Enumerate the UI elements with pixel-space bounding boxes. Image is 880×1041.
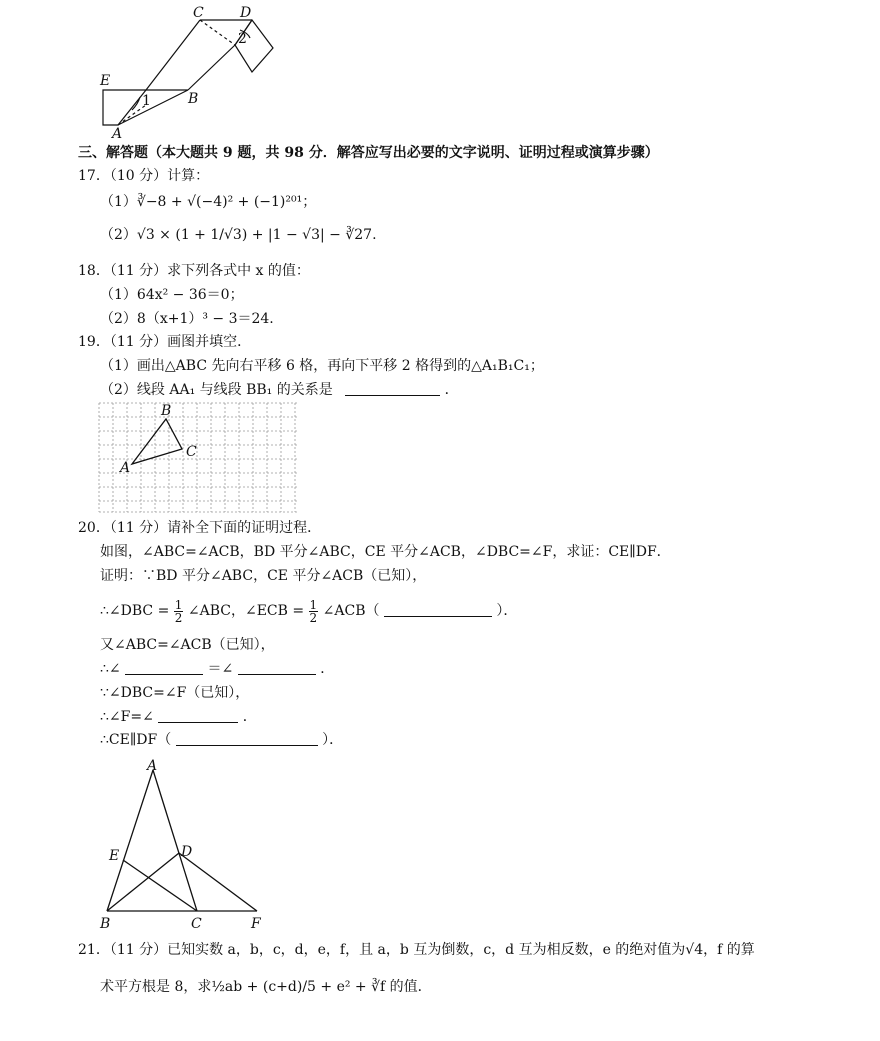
q20-proof-line7 (100, 731, 343, 749)
grid-label-b: B (161, 403, 172, 419)
label-a: A (112, 126, 123, 140)
half-num-2: 1 (309, 597, 318, 612)
line4-part-b: ＝∠ (207, 661, 234, 677)
q20-given: 如图，∠ABC=∠ACB，BD 平分∠ABC，CE 平分∠ACB，∠DBC=∠F，求证：CE∥DF． (100, 544, 671, 560)
line2-part-c: ∠ACB（ (322, 603, 380, 619)
angle-blank-2[interactable] (238, 660, 316, 675)
line6-part-b: ． (242, 709, 257, 725)
q19-heading: 19．（11 分）画图并填空． (78, 334, 252, 350)
half-num-1: 1 (174, 597, 183, 612)
half-den-2: 2 (309, 610, 318, 625)
label-angle1: 1 (142, 93, 151, 109)
dashed-fold (200, 20, 235, 45)
edge-cb-left (146, 20, 200, 90)
q20-proof-line5: ∵∠DBC=∠F（已知）， (100, 685, 250, 701)
tri-label-d: D (181, 844, 193, 860)
triangle-abc (132, 419, 182, 464)
grid-label-a: A (120, 460, 131, 476)
label-angle2: 2 (238, 31, 247, 47)
line4-part-c: ． (320, 661, 335, 677)
line2-part-a: ∴∠DBC = (100, 603, 170, 619)
label-b: B (188, 91, 199, 107)
top-geometry-figure (90, 0, 290, 140)
q18-part2: （2）8（x+1）³ − 3＝24. (100, 311, 274, 327)
q21-line2: 术平方根是 8，求½ab + (c+d)/5 + e² + ∛f 的值． (100, 979, 432, 995)
line7-part-b: ）． (322, 732, 344, 748)
half-fraction-2 (309, 599, 319, 624)
line2-part-b: ∠ABC，∠ECB = (187, 603, 305, 619)
q19-part2-end: ． (444, 382, 459, 398)
edge-ab (118, 90, 188, 125)
q20-proof-line4 (100, 660, 334, 678)
half-den-1: 2 (174, 610, 183, 625)
q18-heading: 18．（11 分）求下列各式中 x 的值： (78, 263, 310, 279)
angle-blank-3[interactable] (158, 708, 238, 723)
q19-grid-figure (98, 402, 302, 514)
edge-c-b (188, 45, 235, 90)
line2-part-d: ）． (496, 603, 518, 619)
label-e: E (100, 73, 111, 89)
q17-heading: 17．（10 分）计算： (78, 168, 210, 184)
line4-part-a: ∴∠ (100, 661, 121, 677)
q19-part2-text: （2）线段 AA₁ 与线段 BB₁ 的关系是 (100, 382, 333, 398)
q21-line1: 21．（11 分）已知实数 a，b，c，d，e，f，且 a，b 互为倒数，c，d 互为相反数，e 的绝对值为√4，f 的算 (78, 942, 755, 958)
q20-proof-line1: 证明：∵BD 平分∠ABC，CE 平分∠ACB（已知）， (100, 568, 427, 584)
reason-blank-2[interactable] (176, 731, 318, 746)
line6-part-a: ∴∠F=∠ (100, 709, 154, 725)
q19-part2 (100, 381, 459, 399)
dashed-grid (99, 403, 299, 512)
tri-label-a: A (147, 758, 158, 774)
label-c: C (193, 5, 204, 21)
q20-proof-line3: 又∠ABC=∠ACB（已知）， (100, 637, 275, 653)
tri-label-c: C (191, 916, 202, 932)
q17-part1: （1）∛−8 + √(−4)² + (−1)²⁰¹； (100, 194, 317, 210)
tri-label-b: B (100, 916, 111, 932)
tri-label-e: E (109, 848, 120, 864)
line7-part-a: ∴CE∥DF（ (100, 732, 172, 748)
q18-part1: （1）64x² − 36＝0； (100, 287, 244, 303)
grid-label-c: C (186, 444, 197, 460)
section-title: 三、解答题（本大题共 9 题，共 98 分．解答应写出必要的文字说明、证明过程或演算步骤） (78, 145, 659, 161)
q17-part2: （2）√3 × (1 + 1/√3) + |1 − √3| − ∛27. (100, 227, 377, 243)
q19-part1: （1）画出△ABC 先向右平移 6 格，再向下平移 2 格得到的△A₁B₁C₁； (100, 358, 544, 374)
q20-proof-line2 (100, 598, 517, 624)
angle-blank-1[interactable] (125, 660, 203, 675)
q20-triangle-figure (92, 756, 272, 934)
half-fraction-1 (174, 599, 184, 624)
tri-label-f: F (251, 916, 261, 932)
triangle-lines (107, 770, 257, 911)
figure-lines (103, 20, 273, 125)
q20-heading: 20．（11 分）请补全下面的证明过程． (78, 520, 322, 536)
reason-blank-1[interactable] (384, 602, 492, 617)
angle-arc-1 (132, 97, 140, 110)
q19-answer-blank[interactable] (345, 381, 440, 396)
label-d: D (240, 5, 252, 21)
q20-proof-line6 (100, 708, 257, 726)
